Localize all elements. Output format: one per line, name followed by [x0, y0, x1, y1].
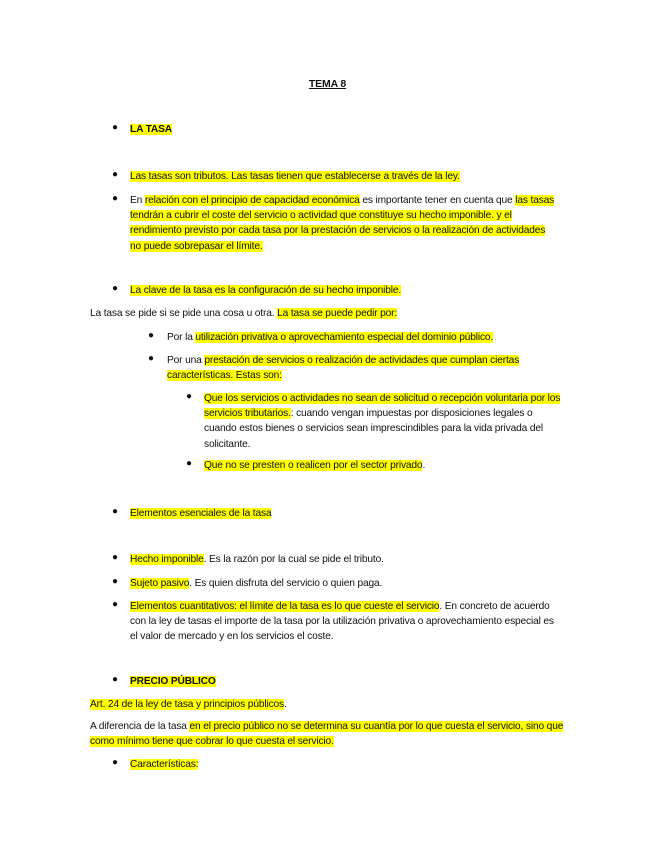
bullet-icon: ●	[112, 674, 118, 685]
list-item: Sujeto pasivo. Es quien disfruta del servicio o quien paga.	[130, 578, 383, 589]
list-item: La clave de la tasa es la configuración de su hecho imponible.	[130, 285, 402, 296]
section-heading-elementos: Elementos esenciales de la tasa	[130, 508, 272, 519]
bullet-icon: ●	[112, 169, 118, 180]
list-item: Las tasas son tributos. Las tasas tienen que establecerse a través de la ley.	[130, 171, 460, 182]
list-item: Por la utilización privativa o aprovechamiento especial del dominio público.	[167, 332, 494, 343]
list-item: En relación con el principio de capacidad económica es importante tener en cuenta que las tasas tendrán a cubrir el coste del servicio o actividad que constituye su hecho imponible. y el rendimiento previsto por cada tasa por la prestación de servicios o la realización de actividades no puede sobrepasar el límite.	[130, 195, 555, 252]
paragraph: La tasa se pide si se pide una cosa u otra. La tasa se puede pedir por:	[90, 308, 398, 319]
bullet-icon: ●	[112, 599, 118, 610]
bullet-icon: ●	[186, 391, 192, 402]
page-title: TEMA 8	[308, 78, 347, 90]
section-heading-precio-publico: PRECIO PÚBLICO	[130, 676, 216, 687]
paragraph: Art. 24 de la ley de tasa y principios públicos.	[90, 699, 287, 710]
bullet-icon: ●	[148, 353, 154, 364]
list-item: Elementos cuantitativos: el límite de la tasa es lo que cueste el servicio. En concreto de acuerdo con la ley de tasas el importe de la tasa por la utilización privativa o aprovechamiento especial es el valor de mercado y en los servicios el coste.	[130, 601, 554, 643]
bullet-icon: ●	[112, 757, 118, 768]
bullet-icon: ●	[148, 330, 154, 341]
section-heading-caracteristicas: Características:	[130, 759, 199, 770]
list-item: Hecho imponible. Es la razón por la cual se pide el tributo.	[130, 554, 384, 565]
bullet-icon: ●	[112, 552, 118, 563]
bullet-icon: ●	[112, 193, 118, 204]
bullet-icon: ●	[112, 576, 118, 587]
bullet-icon: ●	[112, 283, 118, 294]
bullet-icon: ●	[112, 122, 118, 133]
list-item: Que no se presten o realicen por el sector privado.	[204, 460, 426, 471]
list-item: Que los servicios o actividades no sean de solicitud o recepción voluntaria por los servicios tributarios.: cuando vengan impuestas por disposiciones legales o cuando estos bienes o servicios sean imprescindibles para la vida privada del solicitante.	[204, 393, 561, 450]
paragraph: A diferencia de la tasa en el precio público no se determina su cuantía por lo que cuesta el servicio, sino que como mínimo tiene que cobrar lo que cuesta el servicio.	[90, 721, 564, 748]
list-item: Por una prestación de servicios o realización de actividades que cumplan ciertas características. Estas son:	[167, 355, 520, 382]
bullet-icon: ●	[186, 458, 192, 469]
section-heading-la-tasa: LA TASA	[130, 124, 172, 135]
bullet-icon: ●	[112, 506, 118, 517]
